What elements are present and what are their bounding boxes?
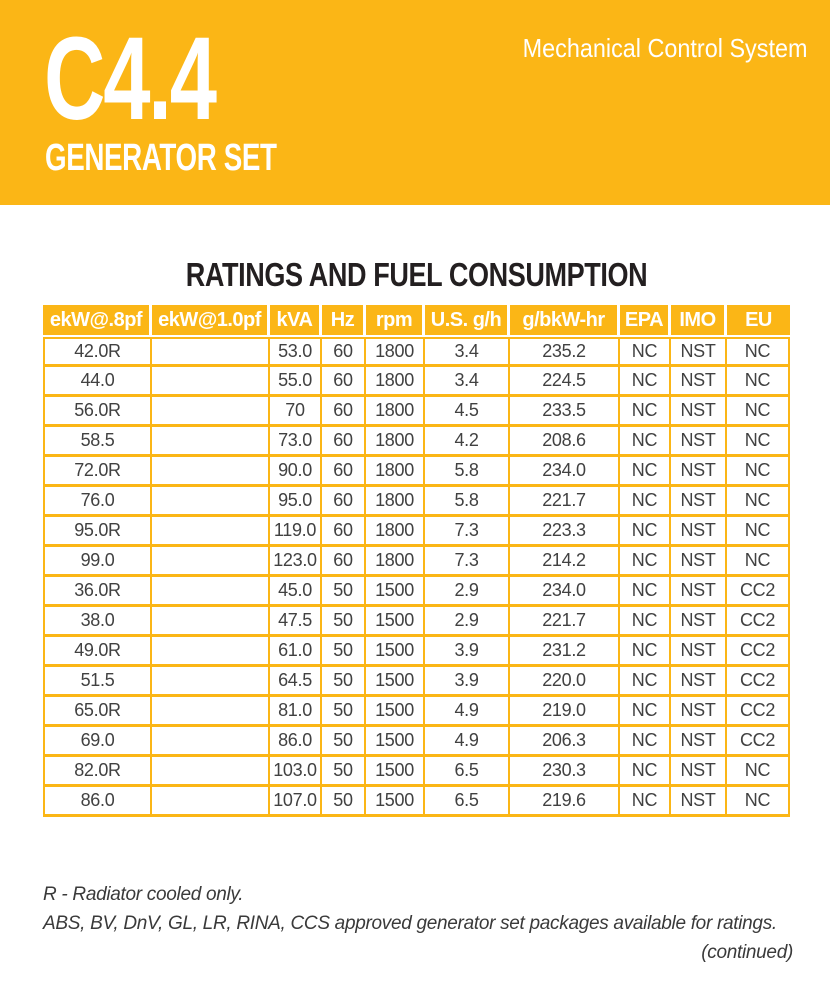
table-cell: 1800 (366, 397, 425, 427)
column-header: g/bkW-hr (510, 305, 620, 337)
table-cell: NC (620, 547, 671, 577)
table-row (43, 337, 790, 367)
column-header: IMO (671, 305, 727, 337)
table-cell: NC (620, 397, 671, 427)
table-row (43, 427, 790, 457)
table-cell: 4.9 (425, 727, 510, 757)
table-row (43, 397, 790, 427)
table-row (43, 727, 790, 757)
table-cell: 221.7 (510, 607, 620, 637)
table-cell: 119.0 (270, 517, 322, 547)
table-cell: 49.0R (43, 637, 152, 667)
table-cell: 36.0R (43, 577, 152, 607)
table-cell: NC (620, 427, 671, 457)
column-header: ekW@.8pf (43, 305, 152, 337)
table-cell: 1500 (366, 787, 425, 817)
column-header: rpm (366, 305, 425, 337)
table-cell: 1800 (366, 487, 425, 517)
table-cell: NC (727, 757, 790, 787)
table-cell: 50 (322, 727, 366, 757)
table-cell: 4.9 (425, 697, 510, 727)
table-cell: 206.3 (510, 727, 620, 757)
table-cell: 61.0 (270, 637, 322, 667)
table-row (43, 697, 790, 727)
table-cell (152, 637, 270, 667)
generator-set-label: GENERATOR SET (45, 137, 277, 179)
table-row (43, 637, 790, 667)
table-cell: 95.0R (43, 517, 152, 547)
table-cell: 50 (322, 787, 366, 817)
table-cell: CC2 (727, 667, 790, 697)
header-banner (0, 0, 830, 205)
table-cell: 107.0 (270, 787, 322, 817)
table-cell: 4.2 (425, 427, 510, 457)
table-cell: 234.0 (510, 577, 620, 607)
table-row (43, 487, 790, 517)
table-cell: 230.3 (510, 757, 620, 787)
table-cell: NC (727, 517, 790, 547)
table-cell: NST (671, 457, 727, 487)
table-cell: 86.0 (43, 787, 152, 817)
table-cell (152, 727, 270, 757)
table-cell: 45.0 (270, 577, 322, 607)
note-radiator: R - Radiator cooled only. (43, 884, 244, 905)
table-cell: 86.0 (270, 727, 322, 757)
control-system-label: Mechanical Control System (522, 33, 807, 63)
table-cell: 1800 (366, 367, 425, 397)
table-cell: NC (727, 487, 790, 517)
table-cell (152, 667, 270, 697)
table-cell: 223.3 (510, 517, 620, 547)
table-cell: 224.5 (510, 367, 620, 397)
table-cell: NC (727, 457, 790, 487)
table-cell: 60 (322, 367, 366, 397)
table-cell: 50 (322, 697, 366, 727)
table-cell: 51.5 (43, 667, 152, 697)
table-cell: NC (620, 697, 671, 727)
header-row (43, 305, 790, 337)
table-cell: NC (620, 457, 671, 487)
model-title: C4.4 (44, 13, 215, 145)
table-cell: NST (671, 757, 727, 787)
continued-label: (continued) (701, 942, 793, 963)
column-header: U.S. g/h (425, 305, 510, 337)
table-cell: NC (620, 367, 671, 397)
table-cell (152, 517, 270, 547)
table-cell: 208.6 (510, 427, 620, 457)
table-cell: NST (671, 607, 727, 637)
table-cell: 95.0 (270, 487, 322, 517)
table-row (43, 577, 790, 607)
table-cell (152, 487, 270, 517)
table-cell: CC2 (727, 637, 790, 667)
table-cell: 6.5 (425, 787, 510, 817)
table-cell: NST (671, 637, 727, 667)
table-cell: 233.5 (510, 397, 620, 427)
table-cell (152, 337, 270, 367)
table-cell: 38.0 (43, 607, 152, 637)
table-cell: 214.2 (510, 547, 620, 577)
table-cell: 5.8 (425, 457, 510, 487)
table-cell: 60 (322, 457, 366, 487)
table-cell: NST (671, 667, 727, 697)
table-cell: NST (671, 697, 727, 727)
table-cell: NST (671, 427, 727, 457)
column-header: kVA (270, 305, 322, 337)
table-cell: 1500 (366, 697, 425, 727)
table-cell (152, 547, 270, 577)
table-cell: 7.3 (425, 517, 510, 547)
table-row (43, 757, 790, 787)
table-cell: 50 (322, 637, 366, 667)
table-cell: NC (620, 757, 671, 787)
table-cell: NC (727, 427, 790, 457)
table-cell: 234.0 (510, 457, 620, 487)
table-cell: CC2 (727, 577, 790, 607)
table-cell: 2.9 (425, 577, 510, 607)
ratings-table (43, 305, 790, 817)
table-cell: 70 (270, 397, 322, 427)
table-cell: 58.5 (43, 427, 152, 457)
table-cell: 72.0R (43, 457, 152, 487)
table-cell: 60 (322, 487, 366, 517)
table-cell: 50 (322, 667, 366, 697)
table-cell: NST (671, 517, 727, 547)
table-cell: 76.0 (43, 487, 152, 517)
table-cell: 6.5 (425, 757, 510, 787)
table-cell: CC2 (727, 697, 790, 727)
table-cell: 60 (322, 427, 366, 457)
table-cell: 44.0 (43, 367, 152, 397)
table-cell: 1800 (366, 337, 425, 367)
table-row (43, 517, 790, 547)
table-cell: NST (671, 787, 727, 817)
table-cell: 219.6 (510, 787, 620, 817)
table-cell: 1500 (366, 667, 425, 697)
table-cell: 64.5 (270, 667, 322, 697)
table-row (43, 457, 790, 487)
column-header: EU (727, 305, 790, 337)
table-cell: NST (671, 367, 727, 397)
table-cell: 56.0R (43, 397, 152, 427)
table-cell: 50 (322, 577, 366, 607)
table-cell: 81.0 (270, 697, 322, 727)
table-cell: 65.0R (43, 697, 152, 727)
table-cell: 1800 (366, 517, 425, 547)
table-cell: 220.0 (510, 667, 620, 697)
table-row (43, 547, 790, 577)
table-cell (152, 367, 270, 397)
table-cell: NC (620, 667, 671, 697)
table-cell: NC (620, 727, 671, 757)
table-cell: NC (727, 787, 790, 817)
note-approvals: ABS, BV, DnV, GL, LR, RINA, CCS approved generator set packages available for ratings. (43, 913, 777, 934)
table-cell: NC (620, 517, 671, 547)
table-cell: 50 (322, 607, 366, 637)
ratings-table-header (43, 305, 790, 337)
table-cell: NST (671, 487, 727, 517)
table-cell (152, 757, 270, 787)
table-cell: CC2 (727, 727, 790, 757)
table-cell: NC (620, 577, 671, 607)
table-cell: NC (727, 367, 790, 397)
table-cell (152, 787, 270, 817)
table-cell: 3.9 (425, 667, 510, 697)
table-cell (152, 397, 270, 427)
table-cell (152, 697, 270, 727)
table-row (43, 607, 790, 637)
table-cell: 3.9 (425, 637, 510, 667)
table-cell: NC (620, 637, 671, 667)
table-cell: 60 (322, 337, 366, 367)
table-cell (152, 577, 270, 607)
table-cell: NST (671, 337, 727, 367)
table-cell (152, 607, 270, 637)
table-cell: 1800 (366, 547, 425, 577)
table-cell: 99.0 (43, 547, 152, 577)
table-row (43, 787, 790, 817)
table-cell: 219.0 (510, 697, 620, 727)
table-cell: 53.0 (270, 337, 322, 367)
table-cell: 69.0 (43, 727, 152, 757)
table-cell: 2.9 (425, 607, 510, 637)
table-cell: 82.0R (43, 757, 152, 787)
table-cell: 103.0 (270, 757, 322, 787)
table-row (43, 367, 790, 397)
table-cell: 1500 (366, 757, 425, 787)
table-cell: 1500 (366, 607, 425, 637)
table-cell: 90.0 (270, 457, 322, 487)
table-cell: NC (620, 487, 671, 517)
section-title: RATINGS AND FUEL CONSUMPTION (185, 256, 648, 293)
table-cell: 235.2 (510, 337, 620, 367)
table-cell: NST (671, 727, 727, 757)
table-cell: 4.5 (425, 397, 510, 427)
table-cell: 55.0 (270, 367, 322, 397)
column-header: Hz (322, 305, 366, 337)
column-header: ekW@1.0pf (152, 305, 270, 337)
column-header: EPA (620, 305, 671, 337)
table-cell: NC (620, 607, 671, 637)
table-cell: 1500 (366, 637, 425, 667)
table-cell: NC (727, 547, 790, 577)
table-cell: 231.2 (510, 637, 620, 667)
table-cell: 1500 (366, 727, 425, 757)
table-cell: NST (671, 547, 727, 577)
table-cell: CC2 (727, 607, 790, 637)
table-cell: 1800 (366, 427, 425, 457)
table-cell: 123.0 (270, 547, 322, 577)
table-cell: NC (620, 787, 671, 817)
table-cell: NC (727, 337, 790, 367)
table-cell: 221.7 (510, 487, 620, 517)
table-cell: 3.4 (425, 367, 510, 397)
table-row (43, 667, 790, 697)
table-cell: 73.0 (270, 427, 322, 457)
table-cell: NC (620, 337, 671, 367)
ratings-table-body (43, 337, 790, 817)
table-cell: NC (727, 397, 790, 427)
table-cell: 60 (322, 397, 366, 427)
table-cell: 50 (322, 757, 366, 787)
table-cell: 7.3 (425, 547, 510, 577)
table-cell: 60 (322, 547, 366, 577)
table-cell: 47.5 (270, 607, 322, 637)
table-cell (152, 457, 270, 487)
table-cell: 1500 (366, 577, 425, 607)
table-cell: 3.4 (425, 337, 510, 367)
table-cell: 60 (322, 517, 366, 547)
table-cell: 1800 (366, 457, 425, 487)
table-cell: 5.8 (425, 487, 510, 517)
table-cell: 42.0R (43, 337, 152, 367)
table-cell: NST (671, 397, 727, 427)
table-cell (152, 427, 270, 457)
table-cell: NST (671, 577, 727, 607)
